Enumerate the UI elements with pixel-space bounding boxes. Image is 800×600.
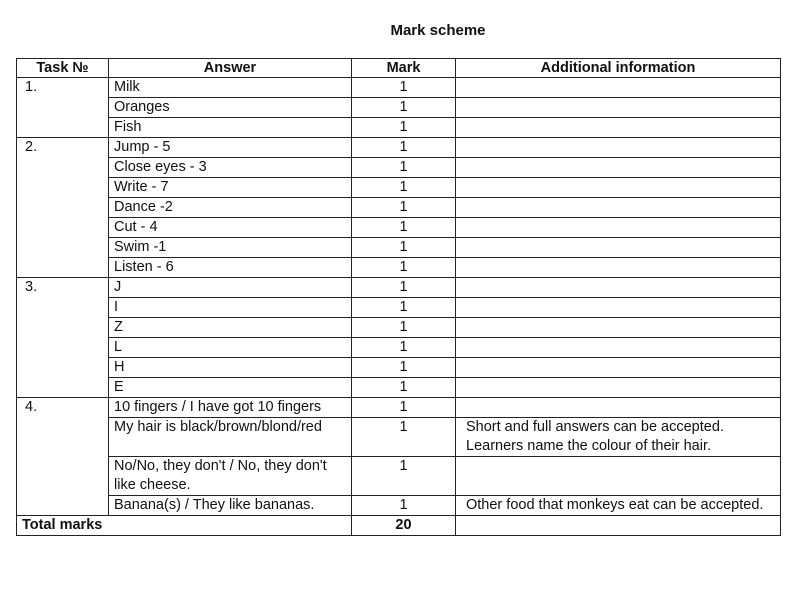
table-row (17, 338, 781, 358)
answer-cell: Fish (109, 118, 352, 138)
info-cell (456, 98, 781, 118)
info-cell (456, 138, 781, 158)
mark-cell: 1 (352, 178, 456, 198)
answer-cell: Jump - 5 (109, 138, 352, 158)
table-row (17, 358, 781, 378)
table-row (17, 298, 781, 318)
table-row (17, 198, 781, 218)
info-cell (456, 358, 781, 378)
info-cell (456, 318, 781, 338)
info-cell (456, 258, 781, 278)
header-answer: Answer (109, 59, 352, 78)
mark-cell: 1 (352, 418, 456, 457)
table-row (17, 318, 781, 338)
answer-cell: Cut - 4 (109, 218, 352, 238)
table-row (17, 278, 781, 298)
task-number: 1. (17, 78, 109, 138)
header-additional-information: Additional information (456, 59, 781, 78)
mark-cell: 1 (352, 457, 456, 496)
answer-cell: L (109, 338, 352, 358)
info-cell (456, 218, 781, 238)
mark-cell: 1 (352, 238, 456, 258)
info-line: Short and full answers can be accepted. (466, 419, 724, 435)
mark-cell: 1 (352, 358, 456, 378)
info-cell (456, 398, 781, 418)
info-cell (456, 278, 781, 298)
info-cell (456, 378, 781, 398)
table-row (17, 158, 781, 178)
mark-cell: 1 (352, 98, 456, 118)
answer-cell: Write - 7 (109, 178, 352, 198)
info-cell (456, 457, 781, 496)
answer-cell: My hair is black/brown/blond/red (109, 418, 352, 457)
mark-cell: 1 (352, 338, 456, 358)
info-cell (456, 158, 781, 178)
mark-cell: 1 (352, 118, 456, 138)
mark-cell: 1 (352, 278, 456, 298)
mark-cell: 1 (352, 78, 456, 98)
table-row (17, 418, 781, 457)
task-number: 4. (17, 398, 109, 516)
info-cell (456, 198, 781, 218)
table-row (17, 398, 781, 418)
mark-cell: 1 (352, 258, 456, 278)
task-number: 3. (17, 278, 109, 398)
info-cell (456, 418, 781, 457)
total-marks-label: Total marks (17, 516, 352, 536)
total-row (17, 516, 781, 536)
answer-cell: E (109, 378, 352, 398)
answer-cell: I (109, 298, 352, 318)
answer-cell: Listen - 6 (109, 258, 352, 278)
table-row (17, 138, 781, 158)
mark-cell: 1 (352, 398, 456, 418)
answer-cell: Oranges (109, 98, 352, 118)
answer-cell: Banana(s) / They like bananas. (109, 496, 352, 516)
table-row (17, 98, 781, 118)
table-row (17, 118, 781, 138)
mark-cell: 1 (352, 138, 456, 158)
info-cell (456, 118, 781, 138)
answer-cell: J (109, 278, 352, 298)
mark-cell: 1 (352, 198, 456, 218)
mark-scheme-table (16, 58, 781, 536)
mark-cell: 1 (352, 496, 456, 516)
mark-cell: 1 (352, 378, 456, 398)
header-task: Task № (17, 59, 109, 78)
total-marks-value: 20 (352, 516, 456, 536)
mark-cell: 1 (352, 298, 456, 318)
info-cell (456, 78, 781, 98)
info-cell (456, 178, 781, 198)
answer-cell: No/No, they don't / No, they don't like cheese. (109, 457, 352, 496)
table-row (17, 218, 781, 238)
table-row (17, 496, 781, 516)
table-row (17, 258, 781, 278)
answer-cell: Milk (109, 78, 352, 98)
table-row (17, 178, 781, 198)
info-cell: Other food that monkeys eat can be accepted. (456, 496, 781, 516)
mark-cell: 1 (352, 218, 456, 238)
answer-cell: H (109, 358, 352, 378)
info-cell (456, 516, 781, 536)
mark-cell: 1 (352, 318, 456, 338)
info-line: Learners name the colour of their hair. (466, 438, 712, 454)
answer-cell: 10 fingers / I have got 10 fingers (109, 398, 352, 418)
info-cell (456, 298, 781, 318)
answer-cell: Dance -2 (109, 198, 352, 218)
info-cell (456, 238, 781, 258)
info-cell (456, 338, 781, 358)
mark-cell: 1 (352, 158, 456, 178)
table-header-row (17, 59, 781, 78)
answer-cell: Close eyes - 3 (109, 158, 352, 178)
header-mark: Mark (352, 59, 456, 78)
table-row (17, 78, 781, 98)
answer-cell: Swim -1 (109, 238, 352, 258)
table-row (17, 457, 781, 496)
page-title: Mark scheme (390, 22, 486, 39)
answer-cell: Z (109, 318, 352, 338)
table-row (17, 238, 781, 258)
table-row (17, 378, 781, 398)
task-number: 2. (17, 138, 109, 278)
